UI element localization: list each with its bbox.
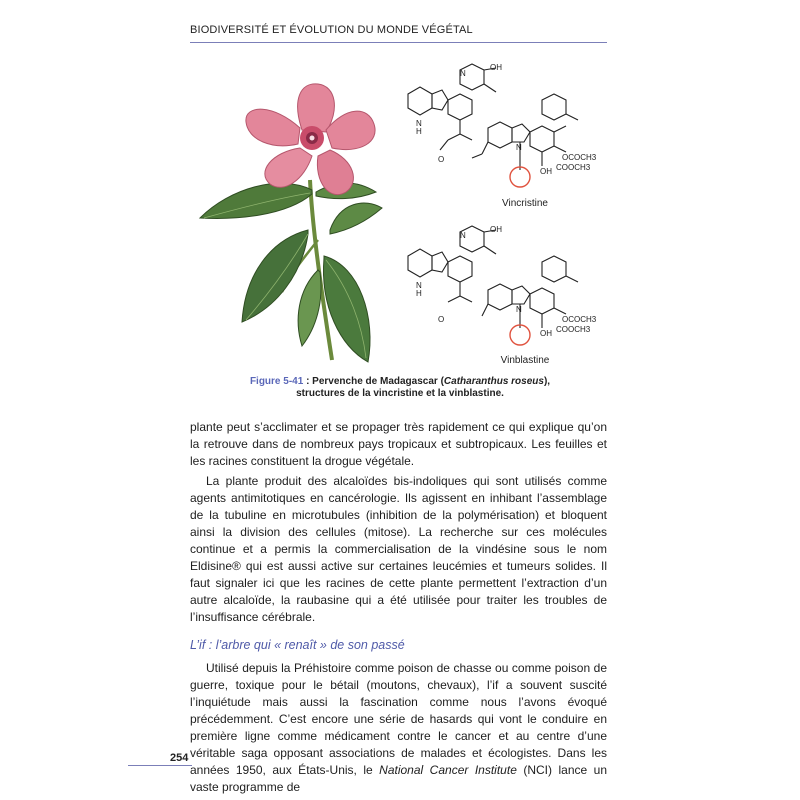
vinblastine-structure [408,226,578,328]
body-text [190,419,607,796]
figure-artwork [190,63,610,370]
vinblastine-group-n2: N [516,305,522,314]
vincristine-group-ococh3: OCOCH3 [562,153,597,162]
paragraph-1: plante peut s’acclimater et se propager très rapidement ce qui explique qu’on la retrouve dans de nombreux pays tropicaux et subtropicaux. Les feuilles et les racines constituent la drogue végétale. [190,420,607,468]
figure-caption [190,376,610,400]
caption-line-1 [190,376,610,388]
vincristine-group-n2: N [516,143,522,152]
vinblastine-group-h: H [416,289,422,298]
vinblastine-group-n: N [416,281,422,290]
vincristine-group-h: H [416,127,422,136]
periwinkle-illustration [200,84,382,362]
caption-lead: : Pervenche de Madagascar ( [303,376,444,387]
vinblastine-labels [416,225,597,338]
vinblastine-group-n3: N [460,231,466,240]
vincristine-group-oh: OH [490,63,502,72]
vinblastine-group-oh2: OH [540,329,552,338]
page-number: 254 [170,752,189,764]
footer-rule [128,765,192,766]
figure-number: Figure 5-41 [249,376,304,387]
section-heading: L’if : l’arbre qui « renaît » de son passé [190,638,405,652]
vincristine-structure [408,64,578,170]
vinblastine-group-ococh3: OCOCH3 [562,315,597,324]
vinblastine-label: Vinblastine [500,355,550,366]
vincristine-group-o: O [438,155,445,164]
caption-tail: ), [543,376,551,387]
running-title: BIODIVERSITÉ ET ÉVOLUTION DU MONDE VÉGÉTAL [190,24,473,36]
vinblastine-group-oh: OH [490,225,502,234]
vinblastine-group-cooch3: COOCH3 [556,325,591,334]
paragraph-3-start: Utilisé depuis la Préhistoire comme poison de chasse ou comme poison de guerre, toxique pour le bétail (moutons, chevaux), l’if a souvent suscité l’inquiétude mais aussi la fascination comme nous l’avons évoqué précédemment. C’est encore une série de hasards qui vont le conduire en première ligne comme médicament contre le cancer et au centre d’une véritable saga opposant associations de malades et écologistes. Dans les années 1950, aux États-Unis, le [190,661,607,777]
institute-name: National Cancer Institute [379,763,517,777]
vincristine-group-n3: N [460,69,466,78]
paragraph-2: La plante produit des alcaloïdes bis-indoliques qui sont utilisés comme agents antimitotiques en cancérologie. Ils agissent en inhibant l’assemblage de la tubuline en microtubules (inhibition de la polymérisation) et bloquent ainsi la division des cellules (mitose). La recherche sur ces molécules continue et a permis la commercialisation de la vindésine sous le nom Eldisine® qui est aussi active sur certaines leucémies et tumeurs solides. Il faut signaler ici que les racines de cette plante permettent l’extraction d’un autre alcaloïde, la raubasine qui a été utilisée pour traiter les troubles de l’insuffisance cérébrale. [190,474,607,624]
paragraph-3 [190,660,607,796]
paragraph-3-end: (NCI) lance un vaste programme de [190,763,608,794]
caption-line-2: structures de la vincristine et la vinblastine. [296,388,504,399]
vincristine-group-n: N [416,119,422,128]
vincristine-label: Vincristine [502,198,548,209]
vincristine-labels [416,63,597,176]
vincristine-group-oh2: OH [540,167,552,176]
species-name: Catharanthus roseus [443,376,544,387]
vincristine-group-cooch3: COOCH3 [556,163,591,172]
vinblastine-group-o: O [438,315,445,324]
running-header [190,24,607,43]
figure-plate [190,63,610,370]
